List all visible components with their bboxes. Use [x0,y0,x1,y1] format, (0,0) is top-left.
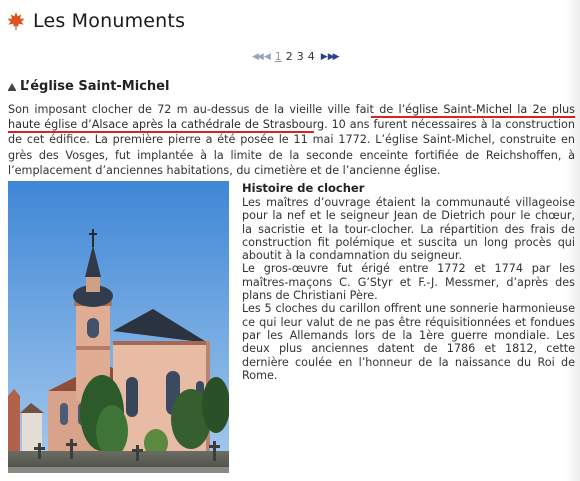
article-paragraph-2: Le gros-œuvre fut érigé entre 1772 et 1774 par les maîtres-maçons C. G’Styr et F.-J. Messmer, d’après des plans de Christiani Père. [242,262,575,303]
page-title: Les Monuments [33,10,186,32]
double-left-arrow-icon[interactable]: ◀◀ [252,51,262,62]
page-link-3[interactable]: 3 [296,50,304,63]
right-arrow-icon[interactable]: ▶ [320,51,326,62]
page-link-2[interactable]: 2 [285,50,293,63]
article-heading: Histoire de clocher [242,181,365,195]
highlight-underline-1 [371,116,575,118]
pagination [252,50,338,63]
section-title: L’église Saint-Michel [20,79,170,94]
section-heading [8,79,169,94]
intro-text-start: Son imposant clocher de 72 m au-dessus de la vieille ville fait de [8,103,399,116]
article-paragraph-3: Les 5 cloches du carillon offrent une sonnerie harmonieuse ce qui leur valut de ne pas être réquisitionnées et fondues par les Allemands lors de la 1ère guerre mondiale. Les deux plus anciennes datent de 1786 et 1812, cette dernière coulée en l’honneur de la naissance du Roi de Rome. [242,302,575,382]
maple-leaf-icon [6,11,26,31]
page-header [6,6,185,36]
article-paragraph-1: Les maîtres d’ouvrage étaient la communauté villageoise pour la nef et le seigneur Jean de Dietrich pour le chœur, la sacristie et la tour-clocher. La répartition des frais de construction fit polémique et suscita un long procès qui aboutit à la condamnation du seigneur. [242,196,575,263]
church-photo [8,181,229,473]
intro-highlight: l’église Saint-Michel la 2e plus haute église d’Alsace après la cathédrale de Strasbourg [8,103,575,132]
intro-text-end: . 10 ans furent nécessaires à la construction de cet édifice. La première pierre a été posée le 11 mai 1772. L’église Saint-Michel, construite en grès des Vosges, fut implantée à la limite de la seconde enceinte fortifiée de Reichshoffen, à l’emplacement d’anciennes habitations, du cimetière et de l’ancienne église. [8,118,575,177]
page-link-4[interactable]: 4 [307,50,315,63]
left-arrow-icon[interactable]: ◀ [263,51,269,62]
page-link-1[interactable]: 1 [274,50,282,63]
intro-paragraph [8,102,575,178]
highlight-underline-2 [8,131,314,133]
collapse-triangle-icon[interactable] [8,82,20,92]
double-right-arrow-icon[interactable]: ▶▶ [327,51,338,62]
article-column [242,181,575,382]
